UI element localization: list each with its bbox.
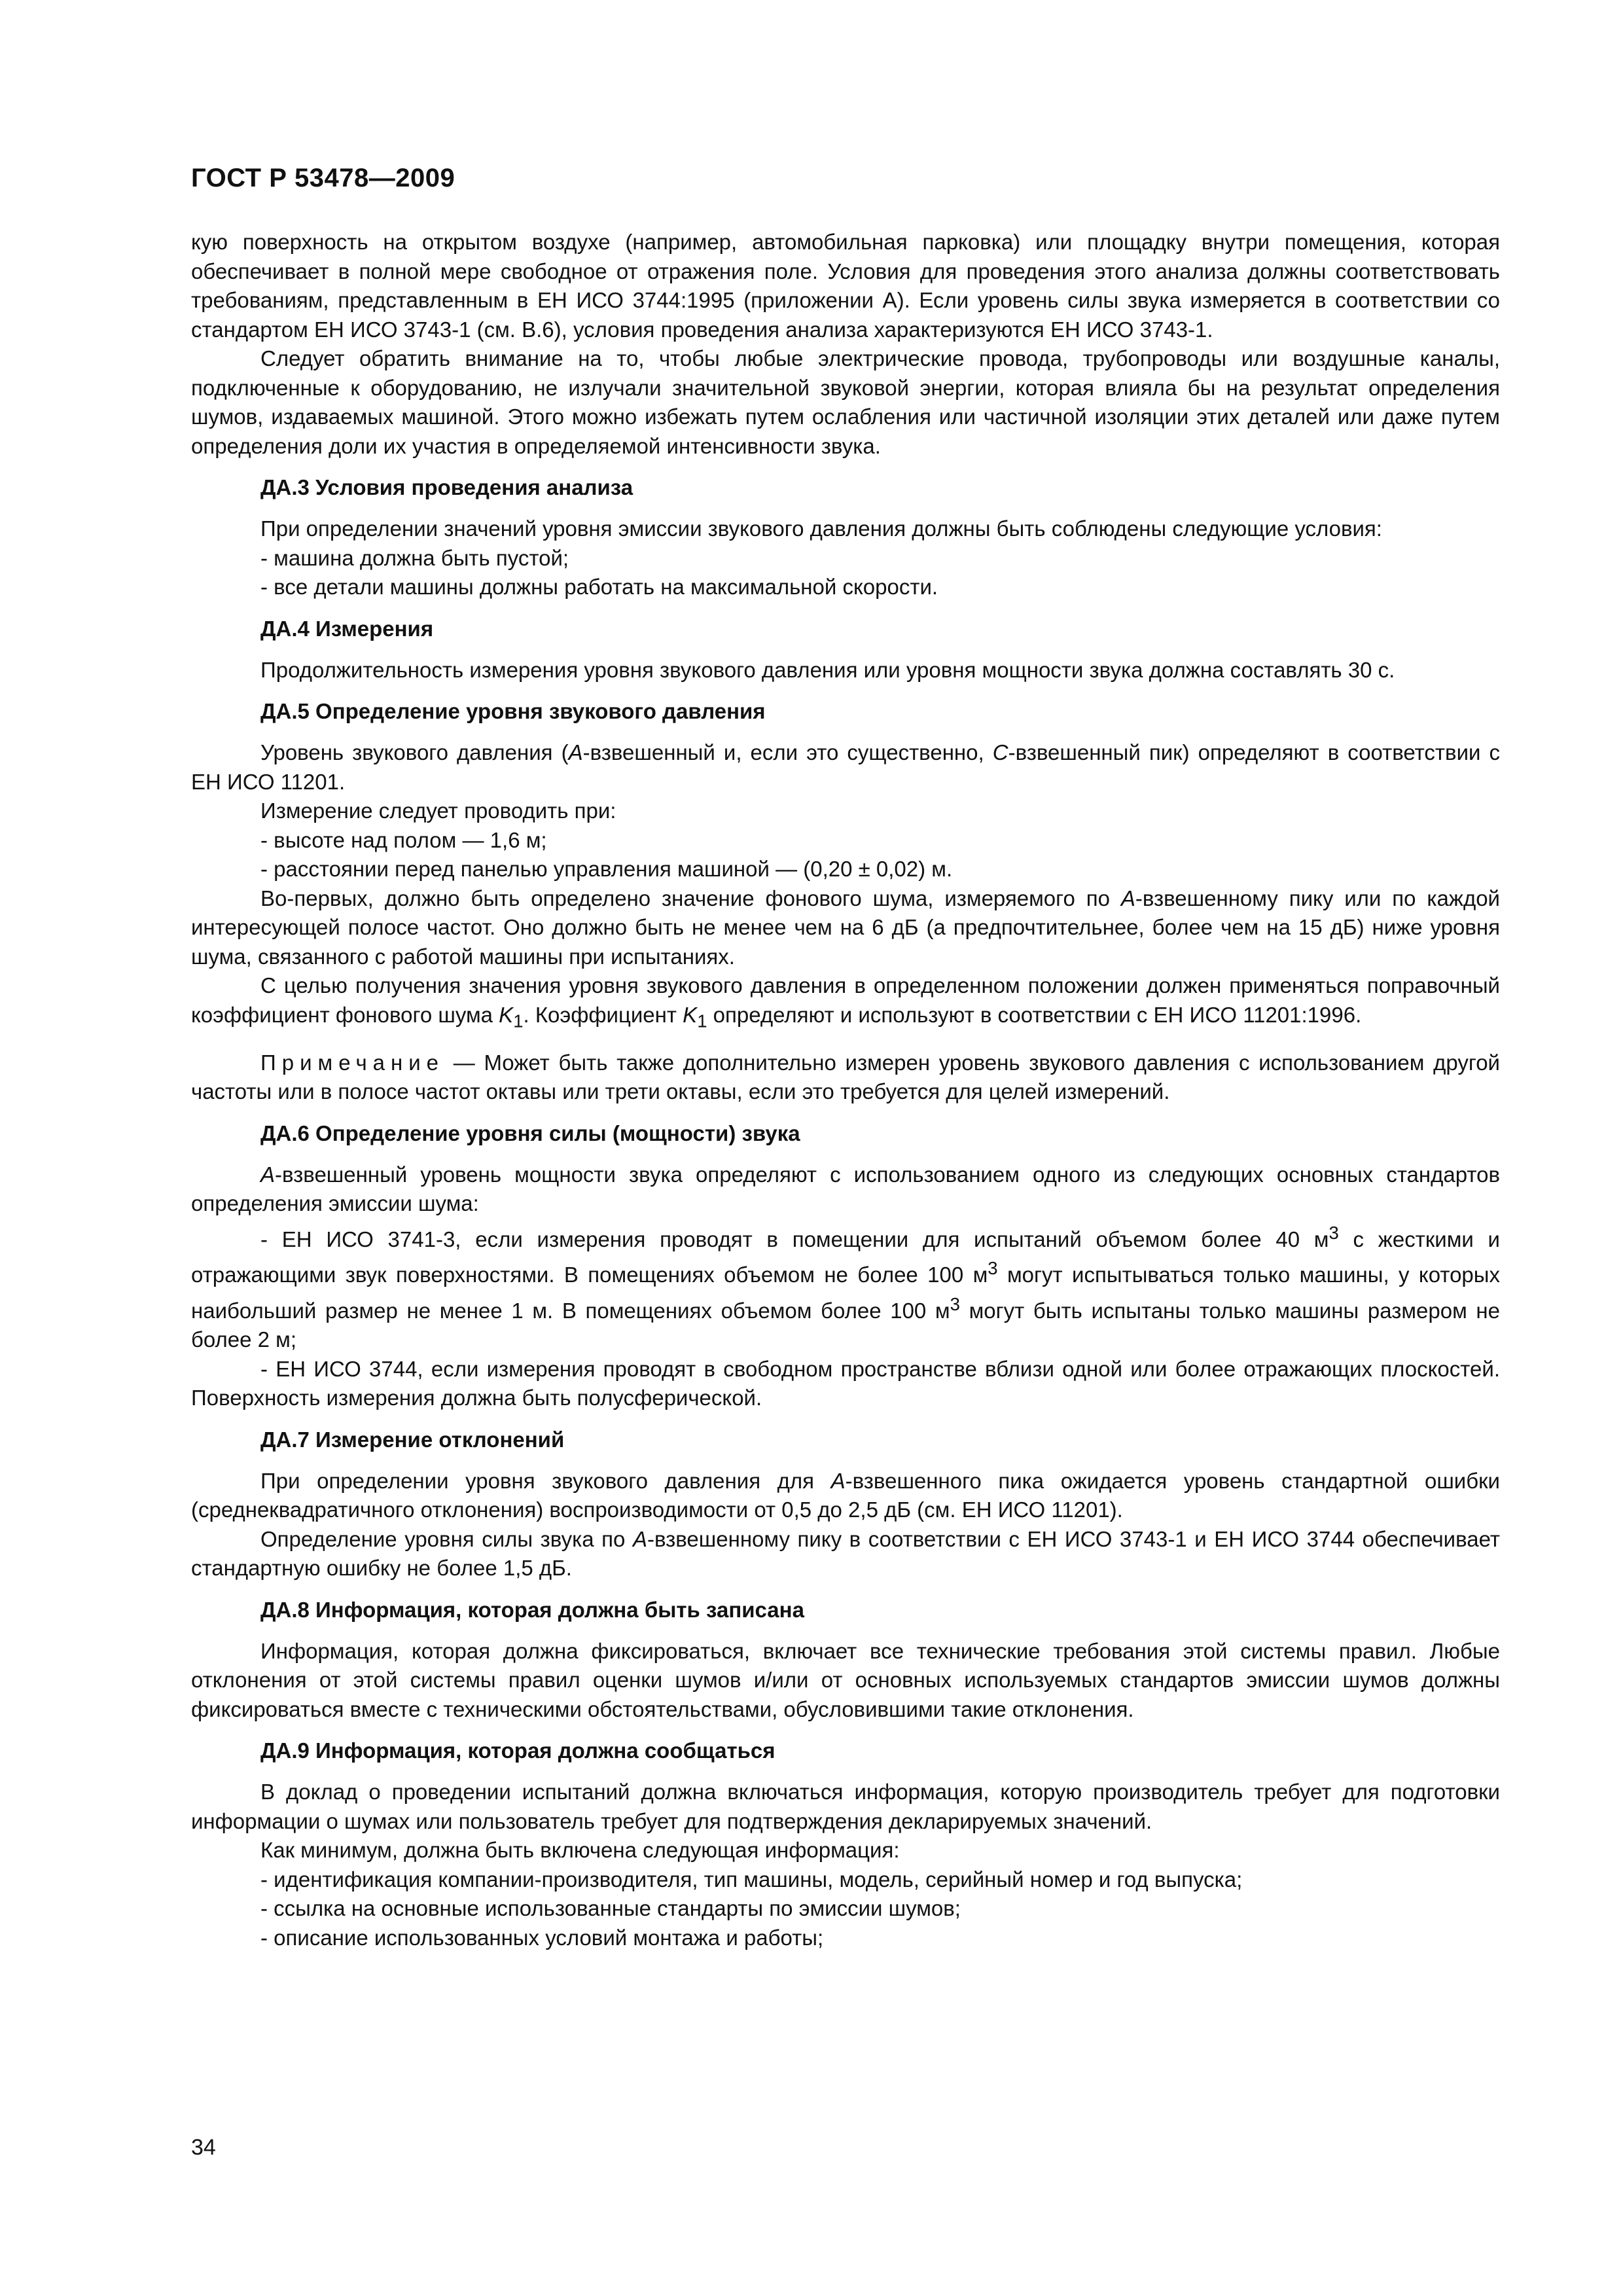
- paragraph: При определении значений уровня эмиссии звукового давления должны быть соблюдены следующие условия:: [260, 516, 1382, 541]
- list-item: - высоте над полом — 1,6 м;: [260, 827, 547, 852]
- section-heading-da7: ДА.7 Измерение отклонений: [260, 1427, 565, 1452]
- paragraph: Во-первых, должно быть определено значение фонового шума, измеряемого по А-взвешенному пику или по каждой интересующей полосе частот. Оно должно быть не менее чем на 6 дБ (а предпочтительнее, более чем на 15 дБ) ниже уровня шума, связанного с работой машины при испытаниях.: [191, 886, 1500, 969]
- page-body: [191, 228, 1500, 1952]
- paragraph: С целью получения значения уровня звукового давления в определенном положении должен применяться поправочный коэффициент фонового шума $K_1$. Коэффициент $K_1$ определяют и используют в соответствии с ЕН ИСО 11201:1996.: [191, 973, 1500, 1031]
- paragraph: В доклад о проведении испытаний должна включаться информация, которую производитель требует для подготовки информации о шумах или пользователь требует для подтверждения декларируемых значений.: [191, 1780, 1500, 1833]
- list-item: - ЕН ИСО 3741-3, если измерения проводят в помещении для испытаний объемом более 40 $м^3$ с жесткими и отражающими звук поверхностями. В помещениях объемом не более 100 $м^3$ могут испытываться только машины, у которых наибольший размер не менее 1 м. В помещениях объемом более 100 $м^3$ могут быть испытаны только машины размером не более 2 м;: [191, 1222, 1500, 1352]
- paragraph: Измерение следует проводить при:: [260, 798, 616, 823]
- list-item: - машина должна быть пустой;: [260, 545, 569, 570]
- section-heading-da6: ДА.6 Определение уровня силы (мощности) звука: [260, 1121, 800, 1145]
- paragraph: кую поверхность на открытом воздухе (например, автомобильная парковка) или площадку внутри помещения, которая обеспечивает в полной мере свободное от отражения поле. Условия для проведения этого анализа должны соответствовать требованиям, представленным в ЕН ИСО 3744:1995 (приложении А). Если уровень силы звука измеряется в соответствии со стандартом ЕН ИСО 3743-1 (см. В.6), условия проведения анализа характеризуются ЕН ИСО 3743-1.: [191, 230, 1500, 342]
- note: Примечание — Может быть также дополнительно измерен уровень звукового давления с использованием другой частоты или в полосе частот октавы или трети октавы, если это требуется для целей измерений.: [191, 1050, 1500, 1104]
- paragraph: Определение уровня силы звука по А-взвешенному пику в соответствии с ЕН ИСО 3743-1 и ЕН ИСО 3744 обеспечивает стандартную ошибку не более 1,5 дБ.: [191, 1526, 1500, 1581]
- paragraph: Уровень звукового давления (А-взвешенный и, если это существенно, С-взвешенный пик) определяют в соответствии с ЕН ИСО 11201.: [191, 740, 1500, 794]
- list-item: - ЕН ИСО 3744, если измерения проводят в свободном пространстве вблизи одной или более отражающих плоскостей. Поверхность измерения должна быть полусферической.: [191, 1356, 1500, 1410]
- section-heading-da5: ДА.5 Определение уровня звукового давления: [260, 699, 766, 723]
- paragraph: А-взвешенный уровень мощности звука определяют с использованием одного из следующих основных стандартов определения эмиссии шума:: [191, 1162, 1500, 1216]
- section-heading-da3: ДА.3 Условия проведения анализа: [260, 475, 633, 499]
- section-heading-da4: ДА.4 Измерения: [260, 616, 434, 641]
- paragraph: Как минимум, должна быть включена следующая информация:: [260, 1838, 900, 1863]
- list-item: - расстоянии перед панелью управления машиной — (0,20 ± 0,02) м.: [260, 857, 953, 881]
- list-item: - ссылка на основные использованные стандарты по эмиссии шумов;: [260, 1896, 961, 1921]
- paragraph: Продолжительность измерения уровня звукового давления или уровня мощности звука должна составлять 30 с.: [260, 657, 1395, 682]
- section-heading-da8: ДА.8 Информация, которая должна быть записана: [260, 1597, 804, 1622]
- list-item: - описание использованных условий монтажа и работы;: [260, 1925, 824, 1950]
- list-item: - все детали машины должны работать на максимальной скорости.: [260, 575, 938, 599]
- page-number: 34: [191, 2135, 216, 2160]
- paragraph: Информация, которая должна фиксироваться, включает все технические требования этой системы правил. Любые отклонения от этой системы правил оценки шумов и/или от основных используемых стандартов эмиссии шумов должны фиксироваться вместе с техническими обстоятельствами, обусловившими такие отклонения.: [191, 1638, 1500, 1721]
- section-heading-da9: ДА.9 Информация, которая должна сообщаться: [260, 1738, 776, 1763]
- paragraph: При определении уровня звукового давления для А-взвешенного пика ожидается уровень стандартной ошибки (среднеквадратичного отклонения) воспроизводимости от 0,5 до 2,5 дБ (см. ЕН ИСО 11201).: [191, 1468, 1500, 1522]
- paragraph: Следует обратить внимание на то, чтобы любые электрические провода, трубопроводы или воздушные каналы, подключенные к оборудованию, не излучали значительной звуковой энергии, которая влияла бы на результат определения шумов, издаваемых машиной. Этого можно избежать путем ослабления или частичной изоляции этих деталей или даже путем определения доли их участия в определяемой интенсивности звука.: [191, 346, 1500, 458]
- note-label: Примечание: [260, 1050, 445, 1075]
- list-item: - идентификация компании-производителя, тип машины, модель, серийный номер и год выпуска;: [260, 1867, 1243, 1892]
- document-header: ГОСТ Р 53478—2009: [191, 164, 455, 192]
